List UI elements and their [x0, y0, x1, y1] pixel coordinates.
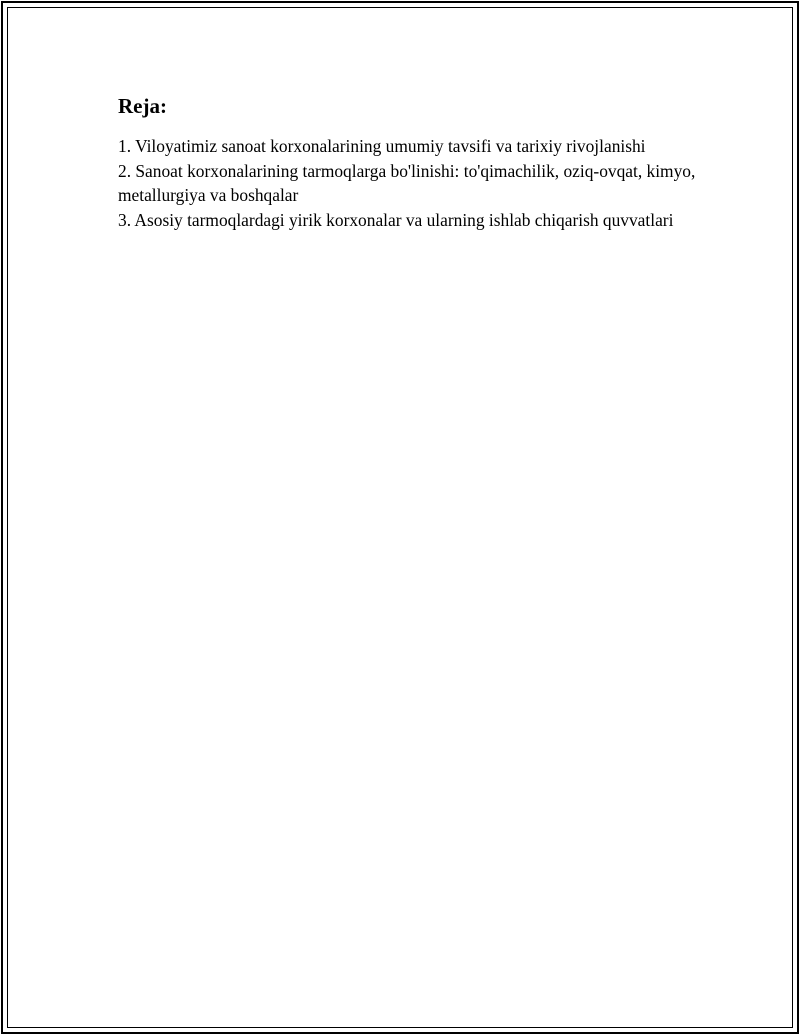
- document-body: [118, 92, 698, 232]
- plan-item: 3. Asosiy tarmoqlardagi yirik korxonalar va ularning ishlab chiqarish quvvatlari: [118, 209, 674, 230]
- plan-item: 1. Viloyatimiz sanoat korxonalarining umumiy tavsifi va tarixiy rivojlanishi: [118, 136, 646, 156]
- plan-heading: Reja:: [118, 94, 167, 118]
- plan-list: [118, 134, 698, 232]
- plan-item: 2. Sanoat korxonalarining tarmoqlarga bo'linishi: to'qimachilik, oziq-ovqat, kimyo, metallurgiya va boshqalar: [118, 160, 696, 205]
